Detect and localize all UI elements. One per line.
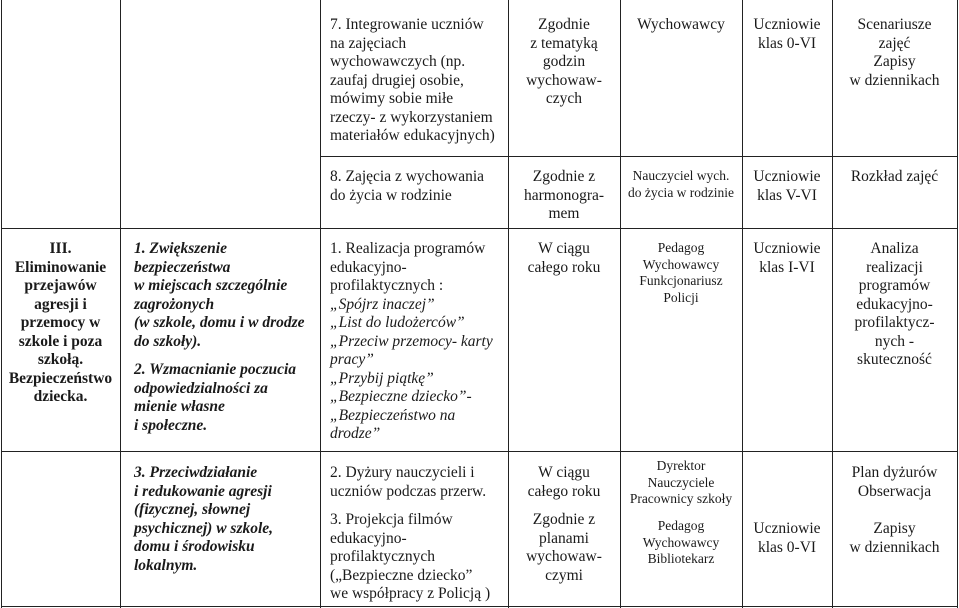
- row3-task: 1. Zwiększenie bezpieczeństwa w miejscach szczególnie zagrożonych (w szkole, domu i w drodze do szkoły). 2. Wzmacnianie poczucia odpowiedzialności za mienie własne i społeczne.: [134, 240, 305, 434]
- row3-responsible: Pedagog Wychowawcy Funkcjonariusz Policji: [639, 240, 723, 305]
- row4-evaluation-a: Plan dyżurów Obserwacja: [851, 464, 938, 500]
- row2-method: 8. Zajęcia z wychowania do życia w rodzinie: [330, 168, 485, 204]
- row2-evaluation: Rozkład zajęć: [850, 168, 939, 185]
- row2-recipients: Uczniowie klas V-VI: [753, 168, 821, 204]
- column-divider: [320, 0, 321, 608]
- row1-recipients: Uczniowie klas 0-VI: [753, 16, 821, 52]
- row4-method: 2. Dyżury nauczycieli i uczniów podczas przerw. 3. Projekcja filmów edukacyjno- profilaktycznych („Bezpieczne dziecko” we współpracy z Policją ): [330, 464, 491, 602]
- row3-recipients: Uczniowie klas I-VI: [753, 240, 821, 276]
- row3-goal: III. Eliminowanie przejawów agresji i przemocy w szkole i poza szkołą. Bezpieczeństwo dziecka.: [8, 240, 113, 405]
- row-divider: [1, 451, 958, 452]
- row-divider: [1, 606, 958, 607]
- row1-evaluation: Scenariusze zajęć Zapisy w dziennikach: [849, 16, 940, 89]
- row-divider: [320, 156, 958, 157]
- column-divider: [742, 0, 743, 608]
- row4-responsible-b: Pedagog Wychowawcy Bibliotekarz: [642, 518, 720, 566]
- row4-term: W ciągu całego roku Zgodnie z planami wychowaw- czymi: [526, 464, 602, 584]
- column-divider: [957, 0, 958, 608]
- row3-term: W ciągu całego roku: [527, 240, 601, 276]
- column-divider: [120, 0, 121, 608]
- row2-responsible: Nauczyciel wych. do życia w rodzinie: [627, 168, 735, 200]
- row1-method: 7. Integrowanie uczniów na zajęciach wychowawczych (np. zaufaj drugiej osobie, mówimy sobie miłe rzeczy- z wykorzystaniem materiałów edukacyjnych): [330, 16, 495, 144]
- row1-term: Zgodnie z tematyką godzin wychowaw- czych: [526, 16, 602, 107]
- row3-method: 1. Realizacja programów edukacyjno- profilaktycznych : „Spójrz inaczej” „List do ludożerców” „Przeciw przemocy- karty pracy” „Przybij piątkę” „Bezpieczne dziecko”- „Bezpieczeństwo na drodze”: [330, 240, 493, 442]
- row2-term: Zgodnie z harmonogra- mem: [523, 168, 605, 222]
- row1-responsible: Wychowawcy: [637, 16, 725, 33]
- row4-recipients: Uczniowie klas 0-VI: [753, 520, 821, 556]
- row4-evaluation-b: Zapisy w dziennikach: [849, 520, 940, 556]
- row-divider: [1, 228, 958, 229]
- row3-evaluation: Analiza realizacji programów edukacyjno- profilaktycz- nych - skuteczność: [854, 240, 935, 368]
- row4-task: 3. Przeciwdziałanie i redukowanie agresji (fizycznej, słownej psychicznej) w szkole, domu i środowisku lokalnym.: [134, 464, 274, 574]
- row4-responsible-a: Dyrektor Nauczyciele Pracownicy szkoły: [629, 458, 733, 506]
